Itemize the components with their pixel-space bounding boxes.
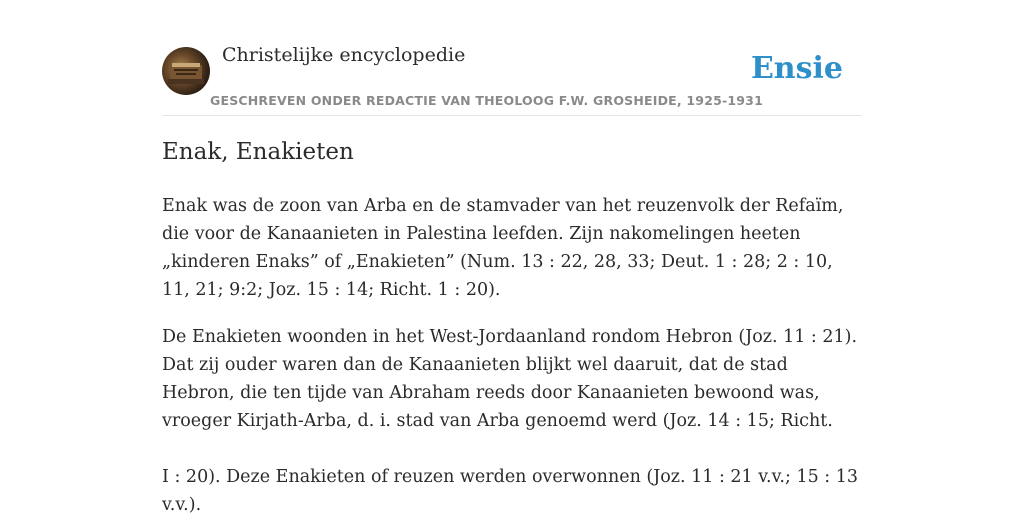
article-paragraph: I : 20). Deze Enakieten of reuzen werden overwonnen (Joz. 11 : 21 v.v.; 15 : 13 v.v.). <box>162 467 859 515</box>
site-subtitle: GESCHREVEN ONDER REDACTIE VAN THEOLOOG F.W. GROSHEIDE, 1925-1931 <box>210 93 763 108</box>
site-header <box>162 0 862 116</box>
encyclopedia-avatar[interactable] <box>162 47 210 95</box>
article-title: Enak, Enakieten <box>162 139 354 165</box>
article-paragraph: De Enakieten woonden in het West-Jordaanland rondom Hebron (Joz. 11 : 21). Dat zij ouder waren dan de Kanaanieten blijkt wel daaruit, dat de stad Hebron, die ten tijde van Abraham reeds door Kanaanieten bewoond was, vroeger Kirjath-Arba, d. i. stad van Arba genoemd werd (Joz. 14 : 15; Richt. <box>162 327 858 431</box>
site-title[interactable]: Christelijke encyclopedie <box>222 44 466 66</box>
ensie-logo[interactable]: Ensie <box>750 51 843 86</box>
book-icon <box>162 47 210 95</box>
page <box>162 0 862 515</box>
article-paragraph: Enak was de zoon van Arba en de stamvader van het reuzenvolk der Refaïm, die voor de Kanaanieten in Palestina leefden. Zijn nakomelingen heeten „kinderen Enaks” of „Enakieten” (Num. 13 : 22, 28, 33; Deut. 1 : 28; 2 : 10, 11, 21; 9:2; Joz. 15 : 14; Richt. 1 : 20). <box>162 196 844 300</box>
